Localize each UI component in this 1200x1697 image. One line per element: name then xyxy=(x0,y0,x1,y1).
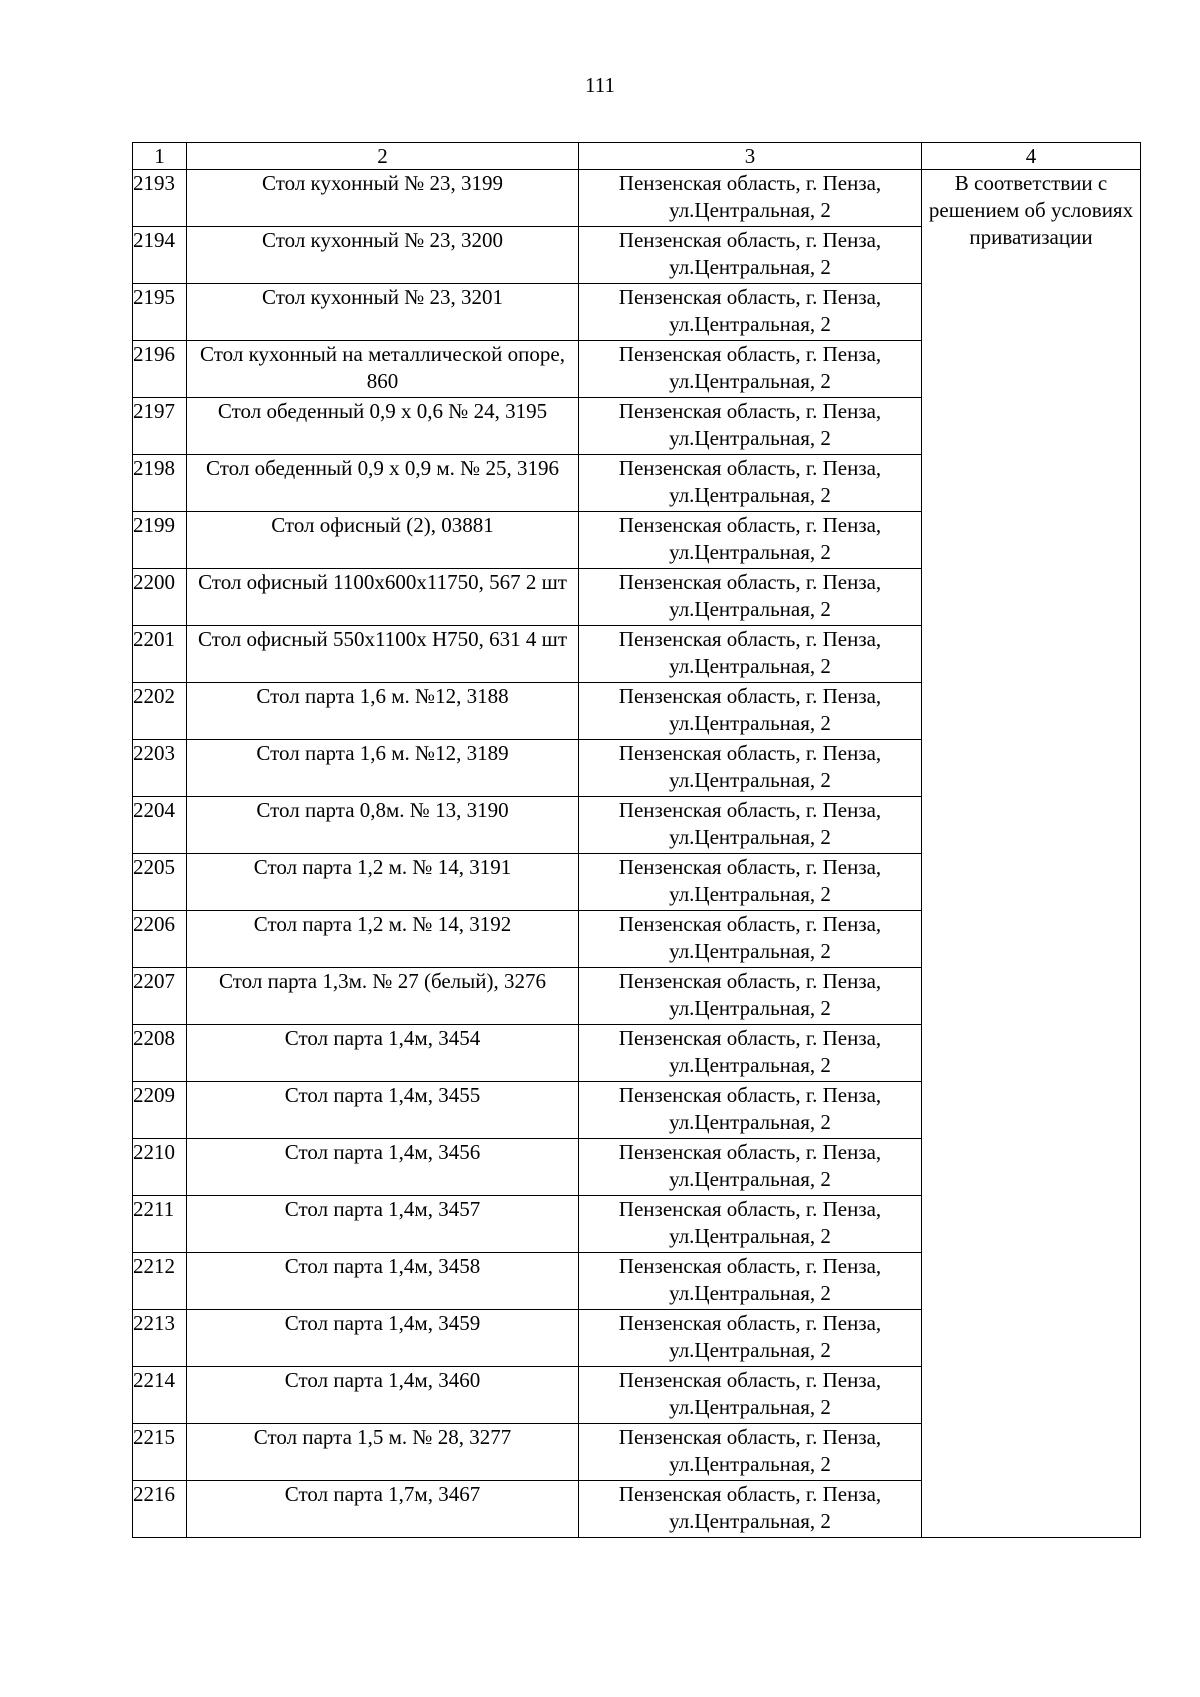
item-address: Пензенская область, г. Пенза, ул.Центральная, 2 xyxy=(579,284,922,341)
row-number: 2204 xyxy=(133,797,187,854)
item-name: Стол кухонный № 23, 3200 xyxy=(187,227,579,284)
row-number: 2197 xyxy=(133,398,187,455)
item-name: Стол офисный 1100х600х11750, 567 2 шт xyxy=(187,569,579,626)
item-address: Пензенская область, г. Пенза, ул.Центральная, 2 xyxy=(579,1082,922,1139)
table-header-row xyxy=(133,143,1141,170)
item-name: Стол обеденный 0,9 х 0,6 № 24, 3195 xyxy=(187,398,579,455)
item-name: Стол парта 1,4м, 3455 xyxy=(187,1082,579,1139)
item-name: Стол парта 1,2 м. № 14, 3192 xyxy=(187,911,579,968)
column-header-1: 1 xyxy=(133,143,187,170)
row-number: 2205 xyxy=(133,854,187,911)
row-number: 2194 xyxy=(133,227,187,284)
row-number: 2195 xyxy=(133,284,187,341)
item-address: Пензенская область, г. Пенза, ул.Центральная, 2 xyxy=(579,569,922,626)
table-body xyxy=(133,170,1141,1538)
item-address: Пензенская область, г. Пенза, ул.Центральная, 2 xyxy=(579,854,922,911)
page-number: 111 xyxy=(585,73,615,97)
column-header-4: 4 xyxy=(922,143,1141,170)
item-name: Стол парта 1,7м, 3467 xyxy=(187,1481,579,1538)
item-address: Пензенская область, г. Пенза, ул.Центральная, 2 xyxy=(579,341,922,398)
item-name: Стол парта 0,8м. № 13, 3190 xyxy=(187,797,579,854)
item-address: Пензенская область, г. Пенза, ул.Центральная, 2 xyxy=(579,740,922,797)
item-address: Пензенская область, г. Пенза, ул.Центральная, 2 xyxy=(579,968,922,1025)
item-address: Пензенская область, г. Пенза, ул.Центральная, 2 xyxy=(579,170,922,227)
row-number: 2215 xyxy=(133,1424,187,1481)
row-number: 2202 xyxy=(133,683,187,740)
row-number: 2196 xyxy=(133,341,187,398)
row-number: 2198 xyxy=(133,455,187,512)
item-name: Стол парта 1,6 м. №12, 3188 xyxy=(187,683,579,740)
row-number: 2201 xyxy=(133,626,187,683)
row-number: 2209 xyxy=(133,1082,187,1139)
table-row xyxy=(133,170,1141,227)
column-header-2: 2 xyxy=(187,143,579,170)
row-number: 2199 xyxy=(133,512,187,569)
item-address: Пензенская область, г. Пенза, ул.Центральная, 2 xyxy=(579,1481,922,1538)
row-number: 2211 xyxy=(133,1196,187,1253)
item-address: Пензенская область, г. Пенза, ул.Центральная, 2 xyxy=(579,911,922,968)
item-name: Стол парта 1,6 м. №12, 3189 xyxy=(187,740,579,797)
item-name: Стол офисный 550х1100х Н750, 631 4 шт xyxy=(187,626,579,683)
item-address: Пензенская область, г. Пенза, ул.Центральная, 2 xyxy=(579,1253,922,1310)
row-number: 2214 xyxy=(133,1367,187,1424)
item-address: Пензенская область, г. Пенза, ул.Центральная, 2 xyxy=(579,1367,922,1424)
item-address: Пензенская область, г. Пенза, ул.Центральная, 2 xyxy=(579,683,922,740)
column-header-3: 3 xyxy=(579,143,922,170)
item-name: Стол парта 1,4м, 3460 xyxy=(187,1367,579,1424)
item-name: Стол парта 1,4м, 3458 xyxy=(187,1253,579,1310)
row-number: 2200 xyxy=(133,569,187,626)
item-name: Стол кухонный на металлической опоре, 860 xyxy=(187,341,579,398)
item-address: Пензенская область, г. Пенза, ул.Центральная, 2 xyxy=(579,512,922,569)
item-address: Пензенская область, г. Пенза, ул.Центральная, 2 xyxy=(579,398,922,455)
privatization-terms: В соответствии с решением об условиях приватизации xyxy=(922,170,1141,1538)
item-address: Пензенская область, г. Пенза, ул.Центральная, 2 xyxy=(579,1196,922,1253)
row-number: 2193 xyxy=(133,170,187,227)
property-table xyxy=(132,142,1141,1538)
row-number: 2208 xyxy=(133,1025,187,1082)
row-number: 2207 xyxy=(133,968,187,1025)
row-number: 2203 xyxy=(133,740,187,797)
item-name: Стол офисный (2), 03881 xyxy=(187,512,579,569)
item-address: Пензенская область, г. Пенза, ул.Центральная, 2 xyxy=(579,797,922,854)
item-name: Стол парта 1,3м. № 27 (белый), 3276 xyxy=(187,968,579,1025)
item-address: Пензенская область, г. Пенза, ул.Центральная, 2 xyxy=(579,1025,922,1082)
item-name: Стол парта 1,4м, 3457 xyxy=(187,1196,579,1253)
row-number: 2206 xyxy=(133,911,187,968)
item-address: Пензенская область, г. Пенза, ул.Центральная, 2 xyxy=(579,227,922,284)
item-name: Стол парта 1,4м, 3459 xyxy=(187,1310,579,1367)
item-address: Пензенская область, г. Пенза, ул.Центральная, 2 xyxy=(579,455,922,512)
item-name: Стол обеденный 0,9 х 0,9 м. № 25, 3196 xyxy=(187,455,579,512)
row-number: 2210 xyxy=(133,1139,187,1196)
row-number: 2212 xyxy=(133,1253,187,1310)
row-number: 2216 xyxy=(133,1481,187,1538)
item-name: Стол кухонный № 23, 3201 xyxy=(187,284,579,341)
item-address: Пензенская область, г. Пенза, ул.Центральная, 2 xyxy=(579,1424,922,1481)
row-number: 2213 xyxy=(133,1310,187,1367)
item-address: Пензенская область, г. Пенза, ул.Центральная, 2 xyxy=(579,626,922,683)
item-name: Стол парта 1,4м, 3454 xyxy=(187,1025,579,1082)
item-address: Пензенская область, г. Пенза, ул.Центральная, 2 xyxy=(579,1139,922,1196)
item-address: Пензенская область, г. Пенза, ул.Центральная, 2 xyxy=(579,1310,922,1367)
item-name: Стол парта 1,2 м. № 14, 3191 xyxy=(187,854,579,911)
item-name: Стол парта 1,5 м. № 28, 3277 xyxy=(187,1424,579,1481)
item-name: Стол парта 1,4м, 3456 xyxy=(187,1139,579,1196)
item-name: Стол кухонный № 23, 3199 xyxy=(187,170,579,227)
